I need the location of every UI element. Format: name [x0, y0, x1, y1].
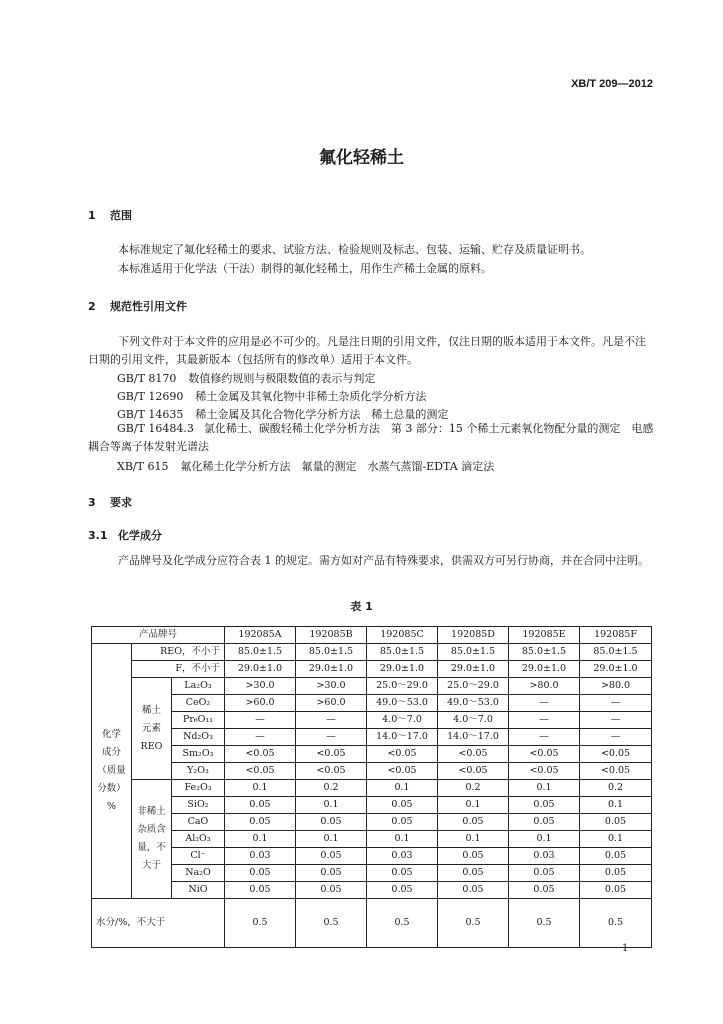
- impurity-group-cell: 非稀土 杂质含 量，不 大于: [132, 780, 172, 899]
- reference-code: XB/T 615: [117, 460, 169, 473]
- table-cell: 0.05: [225, 882, 296, 899]
- oxide-label-cell: Cl⁻: [172, 848, 225, 865]
- table-cell: 0.2: [580, 780, 652, 797]
- table-header-row: [92, 627, 652, 644]
- reference-item: [117, 458, 654, 474]
- table-cell: 0.05: [438, 882, 509, 899]
- table-row: [92, 797, 652, 814]
- table-cell: <0.05: [225, 763, 296, 780]
- table-row: [92, 831, 652, 848]
- table-cell: 0.03: [367, 848, 438, 865]
- reference-title: 数值修约规则与极限数值的表示与判定: [188, 372, 376, 385]
- table-cell: <0.05: [509, 763, 580, 780]
- table-cell: <0.05: [509, 746, 580, 763]
- table-cell: 14.0～17.0: [438, 729, 509, 746]
- reference-title: 稀土金属及其化合物化学分析方法 稀土总量的测定: [195, 408, 449, 421]
- table-cell: 0.5: [367, 899, 438, 948]
- section-3-1-heading: [88, 527, 162, 543]
- table-cell: 85.0±1.5: [438, 644, 509, 661]
- table-cell: <0.05: [296, 763, 367, 780]
- grade-header-cell: 192085B: [296, 627, 367, 644]
- section-3-heading: [88, 494, 132, 510]
- table-row: [92, 882, 652, 899]
- table-cell: <0.05: [580, 763, 652, 780]
- table-cell: 0.1: [438, 831, 509, 848]
- table-cell: 85.0±1.5: [296, 644, 367, 661]
- table-cell: 0.05: [367, 865, 438, 882]
- table-cell: 49.0～53.0: [438, 695, 509, 712]
- table-cell: 0.05: [367, 797, 438, 814]
- table-cell: >30.0: [225, 678, 296, 695]
- oxide-label-cell: Fe₂O₃: [172, 780, 225, 797]
- oxide-label-cell: Nd₂O₃: [172, 729, 225, 746]
- table-cell: 0.05: [367, 882, 438, 899]
- table-cell: 29.0±1.0: [296, 661, 367, 678]
- reference-item: [88, 420, 654, 456]
- row-label-cell: 水分/%，不大于: [92, 899, 225, 948]
- table-cell: >60.0: [225, 695, 296, 712]
- table-cell: 0.1: [367, 831, 438, 848]
- table-cell: 29.0±1.0: [509, 661, 580, 678]
- section-title: 化学成分: [118, 529, 162, 542]
- table-cell: <0.05: [367, 763, 438, 780]
- table-cell: 0.05: [438, 848, 509, 865]
- standard-code: XB/T 209—2012: [571, 78, 653, 90]
- oxide-label-cell: CeO₂: [172, 695, 225, 712]
- reference-item: [117, 388, 654, 404]
- grade-header-cell: 192085D: [438, 627, 509, 644]
- table-cell: —: [509, 712, 580, 729]
- table-cell: 0.05: [225, 865, 296, 882]
- table-cell: 0.5: [509, 899, 580, 948]
- section-title: 范围: [110, 209, 132, 222]
- table-cell: 0.05: [296, 882, 367, 899]
- table-cell: 0.05: [509, 882, 580, 899]
- table-cell: 0.05: [296, 865, 367, 882]
- table-caption: 表 1: [350, 600, 373, 613]
- table-row: [92, 729, 652, 746]
- table-cell: 0.5: [580, 899, 652, 948]
- table-cell: 0.05: [580, 865, 652, 882]
- table-cell: —: [225, 712, 296, 729]
- document-title: 氟化轻稀土: [319, 148, 404, 168]
- section-1-heading: [88, 207, 132, 223]
- table-cell: —: [509, 729, 580, 746]
- composition-table: [91, 626, 652, 948]
- rare-earth-group-cell: 稀土 元素 REO: [132, 678, 172, 780]
- table-cell: 0.03: [509, 848, 580, 865]
- table-cell: 0.05: [509, 797, 580, 814]
- table-cell: 85.0±1.5: [580, 644, 652, 661]
- table-cell: 0.2: [438, 780, 509, 797]
- table-cell: —: [580, 729, 652, 746]
- composition-table-wrapper: [91, 626, 652, 948]
- table-cell: <0.05: [438, 763, 509, 780]
- table-cell: 0.05: [509, 865, 580, 882]
- chemical-composition-group-cell: 化学 成分 （质量 分数） %: [92, 644, 132, 899]
- row-label-cell: F，不小于: [132, 661, 225, 678]
- table-cell: 0.5: [296, 899, 367, 948]
- table-cell: 0.05: [580, 848, 652, 865]
- reference-code: GB/T 12690: [117, 390, 184, 403]
- table-cell: 0.05: [225, 814, 296, 831]
- header-label-cell: 产品牌号: [92, 627, 225, 644]
- scope-paragraph-1: 本标准规定了氟化轻稀土的要求、试验方法、检验规则及标志、包装、运输、贮存及质量证明书。: [118, 243, 591, 256]
- table-cell: 0.03: [225, 848, 296, 865]
- table-cell: 0.5: [225, 899, 296, 948]
- table-cell: <0.05: [367, 746, 438, 763]
- oxide-label-cell: CaO: [172, 814, 225, 831]
- row-label-cell: REO，不小于: [132, 644, 225, 661]
- grade-header-cell: 192085F: [580, 627, 652, 644]
- table-cell: 29.0±1.0: [367, 661, 438, 678]
- table-cell: —: [580, 712, 652, 729]
- table-row: [92, 763, 652, 780]
- table-row: [92, 712, 652, 729]
- table-cell: 0.05: [509, 814, 580, 831]
- reference-item: [117, 370, 654, 386]
- table-cell: 0.05: [296, 814, 367, 831]
- table-cell: <0.05: [438, 746, 509, 763]
- reference-title: 氟化稀土化学分析方法 氟量的测定 水蒸气蒸馏-EDTA 滴定法: [180, 460, 495, 473]
- table-cell: 0.1: [509, 780, 580, 797]
- table-cell: 0.1: [225, 831, 296, 848]
- grade-header-cell: 192085A: [225, 627, 296, 644]
- table-cell: 0.1: [438, 797, 509, 814]
- table-cell: 0.5: [438, 899, 509, 948]
- section-number: 1: [88, 209, 96, 222]
- table-cell: 0.1: [225, 780, 296, 797]
- oxide-label-cell: SiO₂: [172, 797, 225, 814]
- table-cell: >80.0: [580, 678, 652, 695]
- table-cell: 0.05: [438, 865, 509, 882]
- reference-code: GB/T 14635: [117, 408, 184, 421]
- table-row: [92, 780, 652, 797]
- section-number: 3: [88, 496, 96, 509]
- oxide-label-cell: Al₂O₃: [172, 831, 225, 848]
- reference-code: GB/T 16484.3: [117, 422, 194, 435]
- section-title: 要求: [110, 496, 132, 509]
- table-cell: 0.1: [580, 831, 652, 848]
- table-row: [92, 848, 652, 865]
- table-cell: 14.0～17.0: [367, 729, 438, 746]
- table-cell: 49.0～53.0: [367, 695, 438, 712]
- section-2-heading: [88, 298, 187, 314]
- references-intro: 下列文件对于本文件的应用是必不可少的。凡是注日期的引用文件，仅注日期的版本适用于本文件。凡是不注日期的引用文件，其最新版本（包括所有的修改单）适用于本文件。: [88, 335, 646, 366]
- grade-header-cell: 192085E: [509, 627, 580, 644]
- table-row: [92, 865, 652, 882]
- table-cell: >80.0: [509, 678, 580, 695]
- table-cell: <0.05: [225, 746, 296, 763]
- table-cell: —: [296, 712, 367, 729]
- table-cell: 0.05: [296, 848, 367, 865]
- table-row: [92, 661, 652, 678]
- scope-paragraph-2: 本标准适用于化学法（干法）制得的氟化轻稀土，用作生产稀土金属的原料。: [118, 262, 492, 275]
- oxide-label-cell: Pr₆O₁₁: [172, 712, 225, 729]
- reference-title: 稀土金属及其氧化物中非稀土杂质化学分析方法: [195, 390, 427, 403]
- table-row: [92, 899, 652, 948]
- table-cell: —: [225, 729, 296, 746]
- oxide-label-cell: Na₂O: [172, 865, 225, 882]
- table-cell: 0.2: [296, 780, 367, 797]
- oxide-label-cell: Sm₂O₃: [172, 746, 225, 763]
- table-cell: 0.1: [296, 797, 367, 814]
- section-title: 规范性引用文件: [110, 300, 187, 313]
- oxide-label-cell: Y₂O₃: [172, 763, 225, 780]
- table-cell: 4.0～7.0: [438, 712, 509, 729]
- section-number: 2: [88, 300, 96, 313]
- table-cell: 85.0±1.5: [509, 644, 580, 661]
- table-cell: 0.1: [580, 797, 652, 814]
- table-cell: 85.0±1.5: [225, 644, 296, 661]
- table-cell: >30.0: [296, 678, 367, 695]
- table-cell: 0.05: [580, 814, 652, 831]
- table-cell: 29.0±1.0: [225, 661, 296, 678]
- table-cell: 29.0±1.0: [580, 661, 652, 678]
- table-cell: 0.05: [438, 814, 509, 831]
- reference-code: GB/T 8170: [117, 372, 177, 385]
- table-row: [92, 695, 652, 712]
- oxide-label-cell: NiO: [172, 882, 225, 899]
- table-cell: 0.1: [367, 780, 438, 797]
- oxide-label-cell: La₂O₃: [172, 678, 225, 695]
- table-cell: 85.0±1.5: [367, 644, 438, 661]
- chemical-composition-paragraph: 产品牌号及化学成分应符合表 1 的规定。需方如对产品有特殊要求，供需双方可另行协商，并在合同中注明。: [118, 554, 649, 567]
- section-number: 3.1: [88, 529, 108, 542]
- reference-title: 氯化稀土、碳酸轻稀土化学分析方法 第 3 部分：15 个稀土元素氧化物配分量的测定 电感耦合等离子体发射光谱法: [88, 422, 654, 453]
- table-cell: 4.0～7.0: [367, 712, 438, 729]
- table-cell: 0.05: [367, 814, 438, 831]
- table-cell: >60.0: [296, 695, 367, 712]
- table-row: [92, 644, 652, 661]
- table-cell: 0.05: [580, 882, 652, 899]
- table-cell: 25.0～29.0: [367, 678, 438, 695]
- table-cell: <0.05: [580, 746, 652, 763]
- table-cell: 0.05: [225, 797, 296, 814]
- table-cell: 29.0±1.0: [438, 661, 509, 678]
- table-row: [92, 746, 652, 763]
- table-cell: 0.1: [296, 831, 367, 848]
- table-cell: —: [509, 695, 580, 712]
- page-number: 1: [622, 943, 629, 954]
- table-cell: 0.1: [509, 831, 580, 848]
- table-cell: 25.0～29.0: [438, 678, 509, 695]
- table-cell: <0.05: [296, 746, 367, 763]
- table-cell: —: [296, 729, 367, 746]
- table-row: [92, 814, 652, 831]
- table-row: [92, 678, 652, 695]
- grade-header-cell: 192085C: [367, 627, 438, 644]
- table-cell: —: [580, 695, 652, 712]
